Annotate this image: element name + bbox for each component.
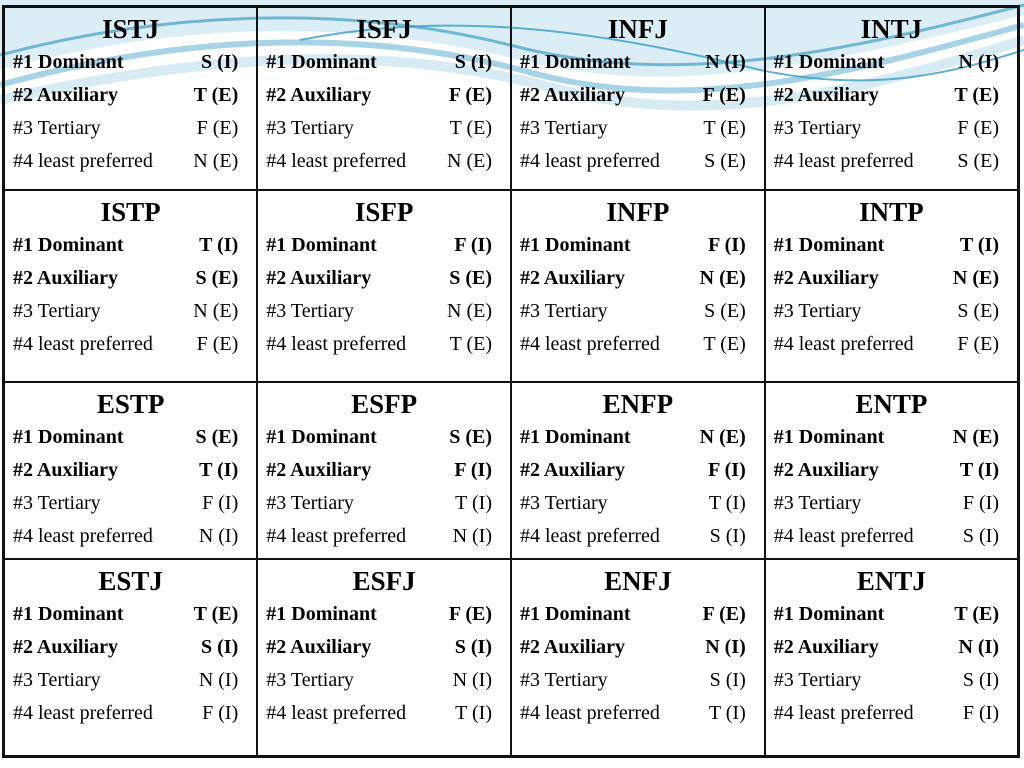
type-cell-content [766,383,1017,553]
function-value: S (I) [454,51,492,73]
function-row [774,262,1009,295]
function-value: N (E) [193,150,239,172]
function-label: #4 least preferred [773,332,914,355]
function-row [774,46,1009,79]
function-value: S (E) [957,299,999,322]
type-cell [4,190,258,382]
function-row [266,664,502,697]
function-row [520,421,756,454]
type-cell [765,190,1019,382]
function-value: S (I) [201,51,239,73]
function-value: F (E) [957,117,999,139]
function-label: #3 Tertiary [520,299,608,322]
function-label: #2 Auxiliary [13,266,119,289]
function-value: S (E) [704,299,746,322]
type-name: INFJ [607,14,668,44]
function-row [774,520,1009,553]
function-value: N (I) [452,668,492,691]
type-cell-content [5,383,256,553]
function-row [266,454,502,487]
function-value: N (E) [193,299,239,322]
function-label: #4 least preferred [13,332,153,355]
table-row [4,559,1019,757]
function-label: #4 least preferred [520,150,660,172]
function-label: #2 Auxiliary [773,84,879,106]
function-label: #4 least preferred [266,524,407,547]
type-cell [257,7,511,190]
function-row [520,664,756,697]
type-cell [511,382,765,559]
type-cell [4,7,258,190]
function-value: T (E) [954,84,999,106]
function-value: F (E) [448,84,492,106]
function-value: T (E) [193,84,239,106]
function-value: T (I) [199,458,239,481]
function-value: F (E) [957,332,999,355]
type-name: ESFP [351,388,418,419]
function-label: #1 Dominant [773,51,885,73]
function-row [520,112,756,145]
function-value: T (I) [199,233,239,256]
function-label: #2 Auxiliary [266,458,372,481]
type-cell-content [512,191,764,361]
function-row [13,145,248,178]
function-value: F (I) [708,233,746,256]
function-value: F (E) [702,84,746,106]
type-cell [4,382,258,559]
type-name: ESFJ [352,565,416,596]
function-row [520,229,756,262]
function-value: T (E) [954,602,999,625]
function-row [520,262,756,295]
type-cell [511,190,765,382]
function-label: #1 Dominant [13,51,124,73]
function-label: #1 Dominant [520,602,631,625]
function-row [13,328,248,361]
function-label: #4 least preferred [520,701,660,724]
type-name: ENFJ [604,565,672,596]
function-label: #2 Auxiliary [13,458,119,481]
function-value: N (I) [705,635,746,658]
function-row [520,79,756,112]
function-label: #1 Dominant [520,233,631,256]
function-row [266,520,502,553]
function-value: S (E) [449,425,492,448]
function-row [774,421,1009,454]
function-label: #1 Dominant [773,425,885,448]
function-row [266,262,502,295]
function-row [13,631,248,664]
function-value: S (E) [449,266,492,289]
type-cell [257,559,511,757]
function-label: #3 Tertiary [13,491,101,514]
function-label: #3 Tertiary [773,117,862,139]
function-value: F (I) [454,233,492,256]
function-row [774,487,1009,520]
function-value: T (I) [455,491,492,514]
function-label: #1 Dominant [520,425,631,448]
function-row [13,79,248,112]
function-row [520,697,756,730]
function-label: #4 least preferred [773,150,914,172]
function-value: S (I) [962,668,999,691]
type-cell-content [766,8,1017,178]
function-value: F (I) [202,701,239,724]
personality-types-table [2,5,1020,758]
function-value: N (I) [705,51,746,73]
function-label: #2 Auxiliary [266,266,372,289]
function-label: #4 least preferred [13,701,153,724]
function-value: S (I) [709,524,746,547]
type-name: ISFJ [356,14,412,44]
type-cell [765,382,1019,559]
function-label: #4 least preferred [773,701,914,724]
type-cell [4,559,258,757]
function-row [13,598,248,631]
type-cell-content [258,383,510,553]
function-row [266,295,502,328]
function-value: N (E) [447,299,492,322]
function-row [520,631,756,664]
function-label: #1 Dominant [520,51,631,73]
type-name: ISTP [100,196,161,227]
function-row [266,229,502,262]
function-label: #2 Auxiliary [266,84,372,106]
function-row [266,598,502,631]
function-row [13,112,248,145]
function-value: F (I) [202,491,239,514]
function-label: #2 Auxiliary [773,635,879,658]
function-value: T (E) [703,117,746,139]
function-value: T (E) [703,332,746,355]
function-label: #4 least preferred [266,332,407,355]
function-value: N (E) [952,425,999,448]
function-row [774,112,1009,145]
type-cell-content [258,560,510,730]
function-row [520,328,756,361]
function-value: N (E) [699,425,746,448]
function-row [13,520,248,553]
function-label: #3 Tertiary [13,668,101,691]
function-label: #4 least preferred [266,701,407,724]
function-label: #3 Tertiary [773,491,862,514]
function-label: #1 Dominant [266,233,377,256]
function-label: #1 Dominant [13,233,124,256]
function-label: #2 Auxiliary [520,266,626,289]
function-label: #3 Tertiary [266,668,354,691]
function-value: N (E) [699,266,746,289]
function-label: #3 Tertiary [520,117,608,139]
function-row [13,46,248,79]
function-row [266,487,502,520]
function-value: F (I) [454,458,492,481]
function-value: S (I) [709,668,746,691]
function-value: N (E) [952,266,999,289]
function-value: N (I) [958,635,999,658]
function-label: #1 Dominant [773,233,885,256]
type-cell [765,559,1019,757]
function-label: #4 least preferred [773,524,914,547]
function-row [266,697,502,730]
function-row [13,262,248,295]
function-label: #2 Auxiliary [773,458,879,481]
function-value: F (I) [962,701,999,724]
function-value: S (I) [454,635,492,658]
type-cell [765,7,1019,190]
function-row [774,79,1009,112]
function-row [266,328,502,361]
function-value: F (E) [196,332,239,355]
function-value: T (I) [959,233,999,256]
function-row [520,145,756,178]
function-label: #1 Dominant [13,602,124,625]
table-body [4,7,1019,757]
function-row [774,664,1009,697]
function-row [774,145,1009,178]
type-cell-content [512,383,764,553]
function-value: N (I) [958,51,999,73]
function-value: S (E) [195,266,239,289]
function-row [774,598,1009,631]
function-row [774,229,1009,262]
function-row [13,487,248,520]
function-row [520,46,756,79]
type-name: INFP [606,196,670,227]
function-label: #4 least preferred [520,332,660,355]
function-row [13,454,248,487]
table-row [4,382,1019,559]
function-label: #3 Tertiary [520,668,608,691]
type-name: ISTJ [102,14,160,44]
function-value: F (E) [702,602,746,625]
function-value: T (E) [449,117,492,139]
function-row [266,46,502,79]
function-row [266,79,502,112]
function-row [13,229,248,262]
function-value: F (E) [196,117,239,139]
function-label: #3 Tertiary [266,491,354,514]
type-cell-content [766,191,1017,361]
function-label: #1 Dominant [13,425,124,448]
type-cell-content [5,191,256,361]
type-name: ESTP [96,388,165,419]
type-cell-content [5,560,256,730]
function-row [266,631,502,664]
function-label: #4 least preferred [13,524,153,547]
function-label: #3 Tertiary [266,117,354,139]
function-value: T (I) [959,458,999,481]
type-name: INTJ [860,14,923,44]
function-label: #2 Auxiliary [13,635,119,658]
function-value: N (E) [447,150,492,172]
function-label: #2 Auxiliary [773,266,879,289]
function-label: #3 Tertiary [773,299,862,322]
type-cell [511,7,765,190]
function-row [520,454,756,487]
type-name: INTP [859,196,924,227]
function-row [13,664,248,697]
function-label: #1 Dominant [266,51,377,73]
function-value: S (I) [962,524,999,547]
function-label: #1 Dominant [266,602,377,625]
type-cell [257,382,511,559]
function-row [520,295,756,328]
table-row [4,7,1019,190]
type-cell-content [5,8,256,178]
type-name: ESTJ [98,565,163,596]
function-value: N (I) [198,524,239,547]
table-row [4,190,1019,382]
type-cell [511,559,765,757]
function-value: T (E) [449,332,492,355]
type-cell [257,190,511,382]
function-value: T (I) [455,701,492,724]
function-row [774,454,1009,487]
function-label: #2 Auxiliary [266,635,372,658]
function-row [13,421,248,454]
type-cell-content [766,560,1017,730]
function-label: #2 Auxiliary [520,84,626,106]
function-value: S (E) [957,150,999,172]
type-name: ENTJ [856,565,926,596]
type-cell-content [512,8,764,178]
function-row [774,697,1009,730]
function-value: T (E) [193,602,239,625]
function-row [520,598,756,631]
type-cell-content [512,560,764,730]
function-row [266,112,502,145]
type-name: ISFP [354,196,414,227]
function-value: F (I) [708,458,746,481]
function-value: S (I) [201,635,239,658]
type-name: ENFP [602,388,674,419]
function-label: #3 Tertiary [773,668,862,691]
function-label: #4 least preferred [266,150,407,172]
function-label: #3 Tertiary [13,117,101,139]
type-name: ENTP [855,388,928,419]
function-value: S (E) [704,150,746,172]
function-label: #2 Auxiliary [520,458,626,481]
function-label: #4 least preferred [520,524,660,547]
function-row [520,487,756,520]
function-row [774,328,1009,361]
function-row [13,295,248,328]
function-value: T (I) [708,701,746,724]
function-row [266,145,502,178]
function-label: #4 least preferred [13,150,153,172]
function-label: #1 Dominant [773,602,885,625]
function-value: F (I) [962,491,999,514]
function-label: #3 Tertiary [13,299,101,322]
function-row [266,421,502,454]
function-label: #2 Auxiliary [13,84,119,106]
function-label: #3 Tertiary [266,299,354,322]
function-label: #3 Tertiary [520,491,608,514]
function-value: N (I) [452,524,492,547]
function-row [774,631,1009,664]
function-value: F (E) [448,602,492,625]
function-value: N (I) [198,668,239,691]
type-cell-content [258,8,510,178]
function-row [520,520,756,553]
type-cell-content [258,191,510,361]
function-label: #1 Dominant [266,425,377,448]
function-value: S (E) [195,425,239,448]
function-row [774,295,1009,328]
function-value: T (I) [708,491,746,514]
function-row [13,697,248,730]
function-label: #2 Auxiliary [520,635,626,658]
